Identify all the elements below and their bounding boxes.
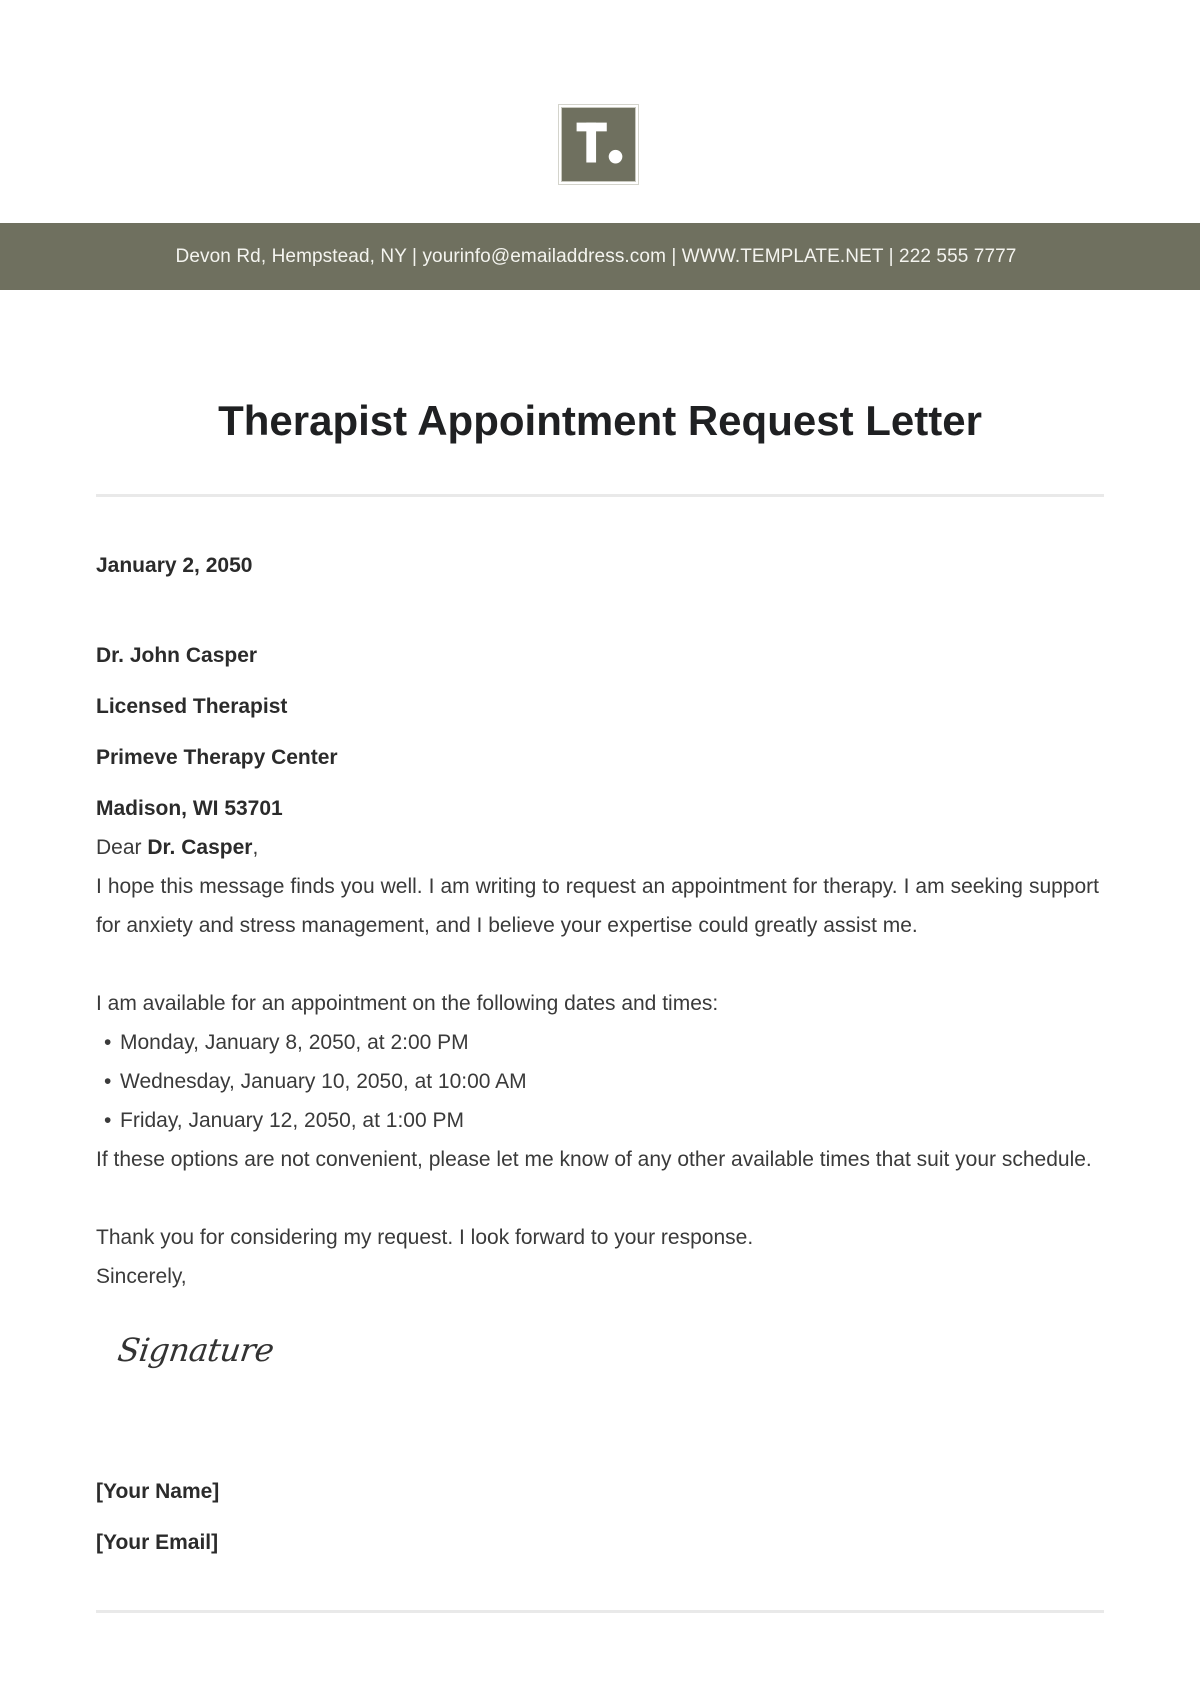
paragraph-alternatives: If these options are not convenient, please let me know of any other available times that suit your schedule. xyxy=(96,1148,1092,1171)
recipient-name: Dr. John Casper xyxy=(96,644,258,667)
availability-text: Wednesday, January 10, 2050, at 10:00 AM xyxy=(120,1070,527,1093)
template-logo-icon xyxy=(561,107,636,182)
salutation-prefix: Dear xyxy=(96,836,142,859)
bullet-icon: • xyxy=(104,1070,112,1093)
recipient-organization: Primeve Therapy Center xyxy=(96,746,338,769)
salutation-suffix: , xyxy=(252,836,259,859)
availability-intro: I am available for an appointment on the following dates and times: xyxy=(96,992,719,1015)
logo-mark xyxy=(562,108,635,181)
contact-info: Devon Rd, Hempstead, NY | yourinfo@emailaddress.com | WWW.TEMPLATE.NET | 222 555 7777 xyxy=(175,245,1017,267)
salutation xyxy=(96,828,258,867)
paragraph-intro: I hope this message finds you well. I am writing to request an appointment for therapy. I am seeking support for anxiety and stress management, and I believe your expertise could greatly assist me. xyxy=(96,875,1099,937)
signature: Signature xyxy=(115,1331,277,1369)
divider-top xyxy=(96,494,1104,497)
sender-email: [Your Email] xyxy=(96,1531,219,1554)
letter-date: January 2, 2050 xyxy=(96,554,253,577)
salutation-name: Dr. Casper xyxy=(147,836,253,859)
bullet-icon: • xyxy=(104,1109,112,1132)
closing: Sincerely, xyxy=(96,1265,187,1288)
paragraph-thanks: Thank you for considering my request. I look forward to your response. xyxy=(96,1226,754,1249)
contact-band xyxy=(0,223,1200,290)
sender-name: [Your Name] xyxy=(96,1480,220,1503)
availability-item xyxy=(104,1062,527,1101)
bullet-icon: • xyxy=(104,1031,112,1054)
recipient-role: Licensed Therapist xyxy=(96,695,288,718)
recipient-address: Madison, WI 53701 xyxy=(96,797,283,820)
document-title: Therapist Appointment Request Letter xyxy=(218,397,982,444)
divider-bottom xyxy=(96,1610,1104,1613)
availability-item xyxy=(104,1101,464,1140)
availability-item xyxy=(104,1023,469,1062)
availability-text: Friday, January 12, 2050, at 1:00 PM xyxy=(120,1109,464,1132)
availability-text: Monday, January 8, 2050, at 2:00 PM xyxy=(120,1031,469,1054)
